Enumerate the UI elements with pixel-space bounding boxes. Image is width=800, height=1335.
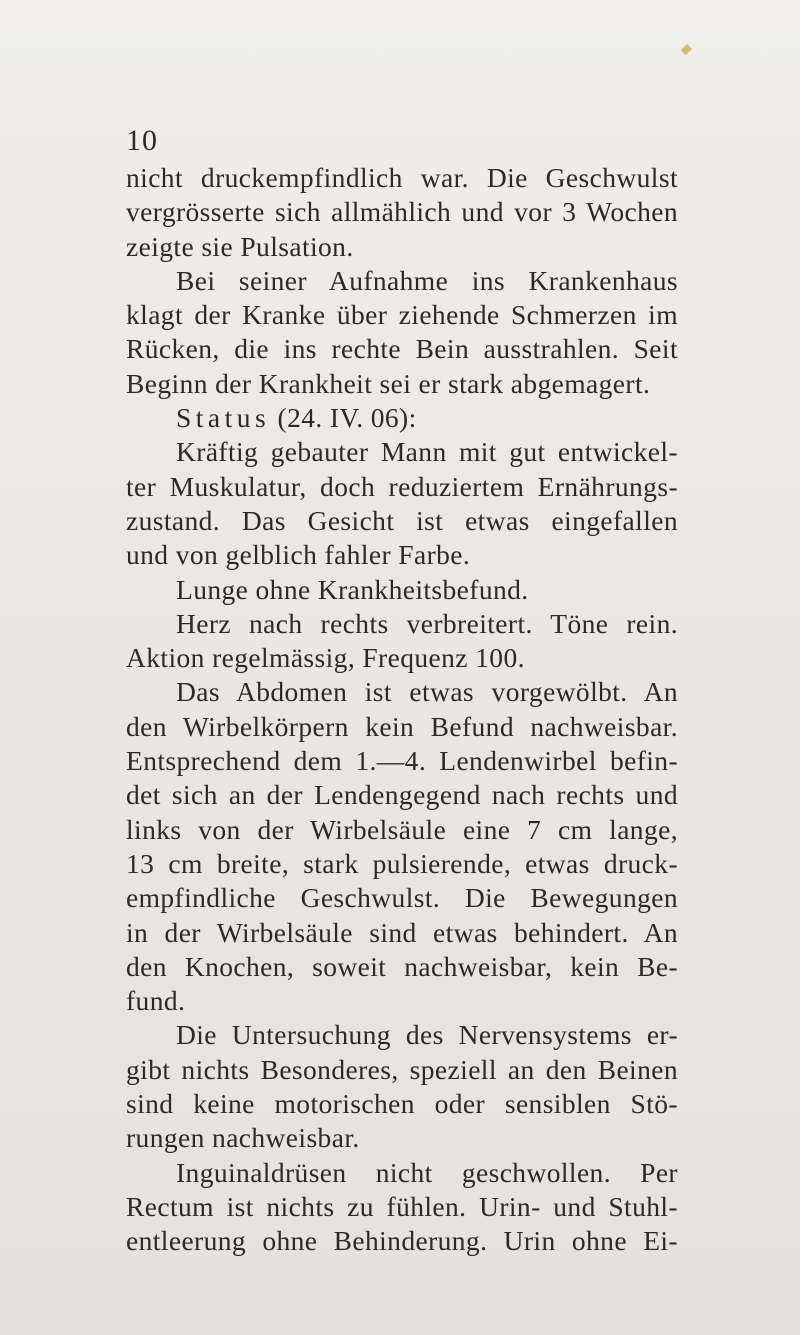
ink-spot — [681, 44, 692, 55]
text-line: Das Abdomen ist etwas vorgewölbt. An — [176, 676, 678, 708]
text-line: Beginn der Krankheit sei er stark abgemagert. — [126, 367, 651, 399]
text-line: nicht druckempfindlich war. Die Geschwulst — [126, 162, 678, 193]
text-line: gibt nichts Besonderes, speziell an den Beinen — [126, 1053, 678, 1085]
body-text — [126, 161, 678, 1259]
text-line: entleerung ohne Behinderung. Urin ohne Ei- — [126, 1225, 678, 1257]
text-line: Bei seiner Aufnahme ins Krankenhaus — [176, 264, 678, 296]
text-line: Herz nach rechts verbreitert. Töne rein. — [176, 607, 678, 639]
text-line: rungen nachweisbar. — [126, 1122, 360, 1154]
page-number: 10 — [126, 124, 158, 157]
text-line: Die Untersuchung des Nervensystems er- — [176, 1019, 678, 1051]
text-line: und von gelblich fahler Farbe. — [126, 539, 471, 571]
text-line: Aktion regelmässig, Frequenz 100. — [126, 642, 525, 674]
text-line: klagt der Kranke über ziehende Schmerzen im — [126, 299, 678, 331]
text-line: den Wirbelkörpern kein Befund nachweisbar. — [126, 710, 678, 742]
text-line: Entsprechend dem 1.—4. Lendenwirbel befin- — [126, 745, 678, 777]
text-line: zustand. Das Gesicht ist etwas eingefallen — [126, 504, 678, 536]
text-line: Rectum ist nichts zu fühlen. Urin- und Stuhl- — [126, 1190, 678, 1222]
text-line: in der Wirbelsäule sind etwas behindert. An — [126, 916, 678, 948]
spaced-heading: Status — [176, 402, 271, 434]
text-line: det sich an der Lendengegend nach rechts und — [126, 779, 678, 811]
text-line: ter Muskulatur, doch reduziertem Ernährungs- — [126, 470, 678, 502]
text-line: fund. — [126, 985, 186, 1017]
text-line: Rücken, die ins rechte Bein ausstrahlen. Seit — [126, 333, 678, 365]
text-line: vergrösserte sich allmählich und vor 3 Wochen — [126, 196, 678, 228]
text-line: den Knochen, soweit nachweisbar, kein Be- — [126, 950, 678, 982]
text-line: sind keine motorischen oder sensiblen Stö- — [126, 1088, 678, 1120]
text-line: Kräftig gebauter Mann mit gut entwickel- — [176, 436, 678, 468]
text-line: empfindliche Geschwulst. Die Bewegungen — [126, 882, 678, 914]
text-line: Status (24. IV. 06): — [176, 402, 417, 434]
text-line: Inguinaldrüsen nicht geschwollen. Per — [176, 1156, 678, 1188]
text-line: zeigte sie Pulsation. — [126, 230, 354, 262]
text-line: 13 cm breite, stark pulsierende, etwas druck- — [126, 847, 678, 879]
text-line: links von der Wirbelsäule eine 7 cm lange, — [126, 813, 678, 845]
text-line: Lunge ohne Krankheitsbefund. — [176, 573, 529, 605]
